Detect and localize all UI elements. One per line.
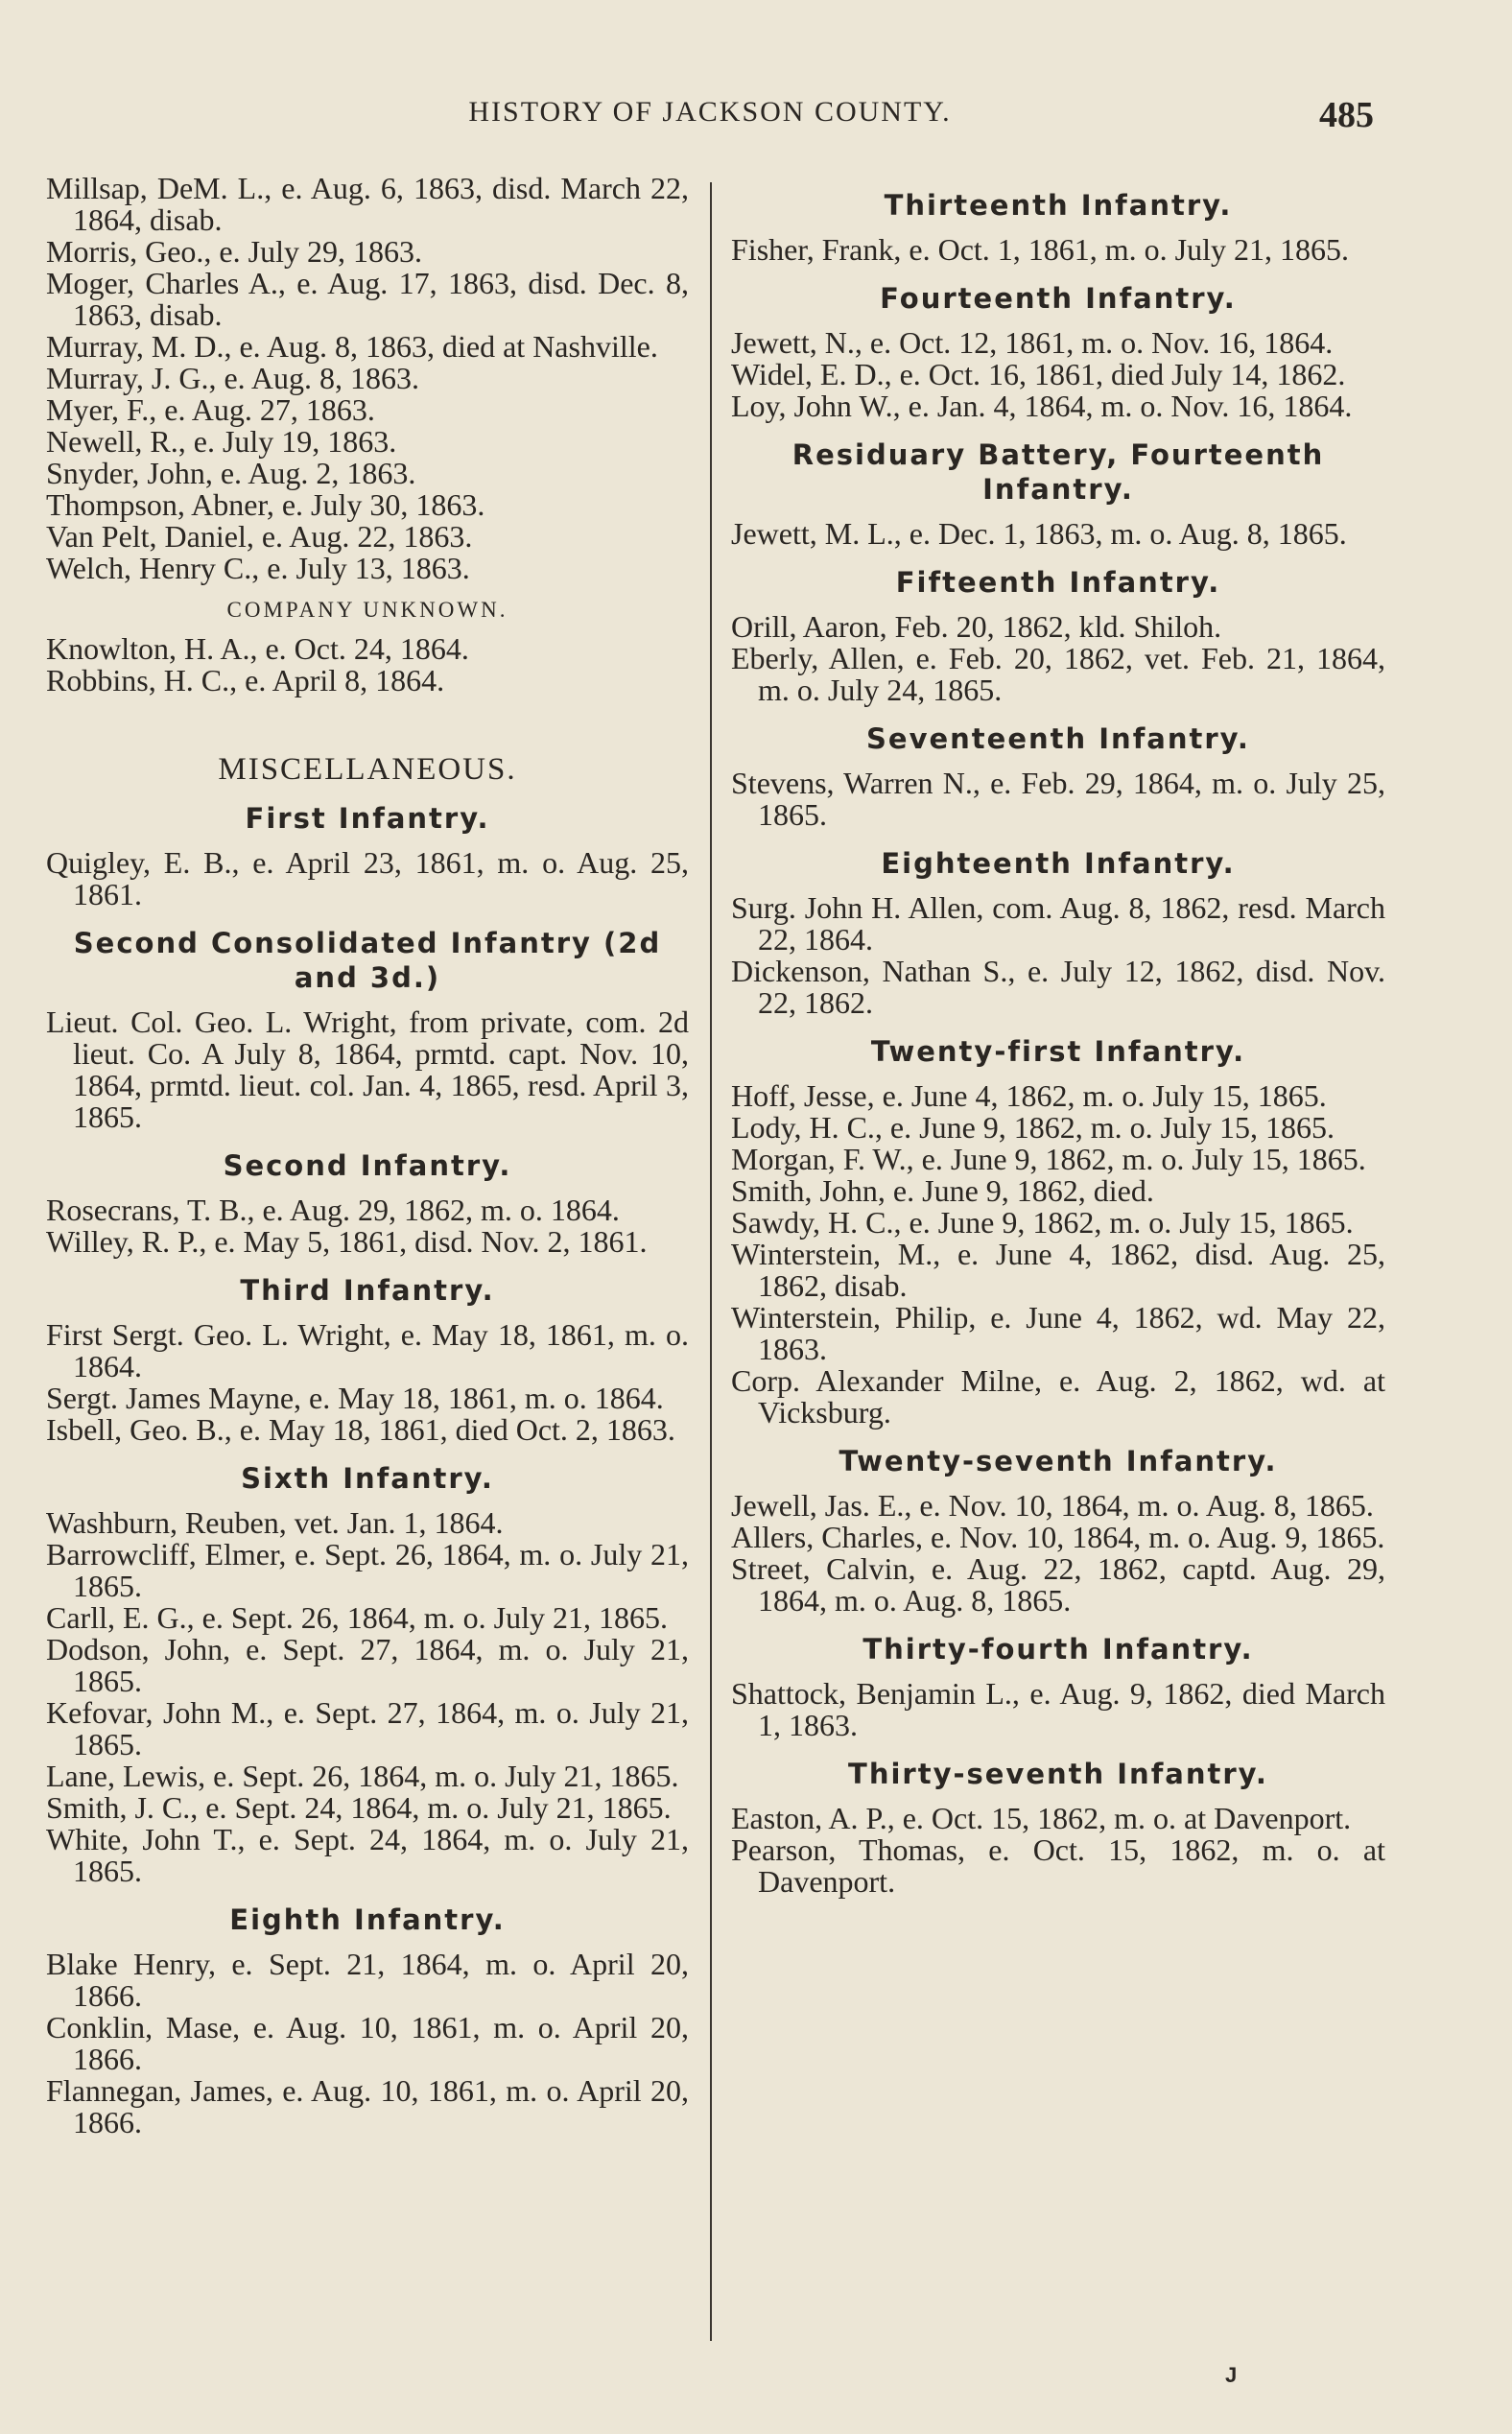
page-number: 485 bbox=[1319, 95, 1374, 135]
roster-entry: Murray, J. G., e. Aug. 8, 1863. bbox=[46, 361, 419, 395]
roster-entry: Orill, Aaron, Feb. 20, 1862, kld. Shiloh. bbox=[731, 609, 1222, 644]
signature-mark: J bbox=[1225, 2363, 1238, 2387]
roster-section bbox=[46, 754, 689, 786]
roster-entry: Robbins, H. C., e. April 8, 1864. bbox=[46, 663, 445, 697]
section-heading: Thirty-seventh Infantry. bbox=[848, 1758, 1268, 1790]
roster-entry: Jewett, N., e. Oct. 12, 1861, m. o. Nov. 16, 1864. bbox=[731, 325, 1334, 360]
section-heading: Third Infantry. bbox=[240, 1274, 495, 1307]
roster-entry: Allers, Charles, e. Nov. 10, 1864, m. o. Aug. 9, 1865. bbox=[731, 1520, 1385, 1554]
roster-entry: Van Pelt, Daniel, e. Aug. 22, 1863. bbox=[46, 519, 473, 554]
section-heading: Eighth Infantry. bbox=[229, 1903, 506, 1936]
section-heading: Second Consolidated Infantry (2d and 3d.) bbox=[73, 927, 662, 994]
roster-entry: Eberly, Allen, e. Feb. 20, 1862, vet. Feb. 21, 1864, m. o. July 24, 1865. bbox=[731, 641, 1385, 707]
roster-entry: Pearson, Thomas, e. Oct. 15, 1862, m. o. at Davenport. bbox=[731, 1832, 1385, 1899]
roster-entry: Lieut. Col. Geo. L. Wright, from private, com. 2d lieut. Co. A July 8, 1864, prmtd. capt. Nov. 10, 1864, prmtd. lieut. col. Jan. 4, 1865, resd. April 3, 1865. bbox=[46, 1004, 689, 1134]
right-column bbox=[731, 173, 1385, 1898]
roster-entry: Flannegan, James, e. Aug. 10, 1861, m. o. April 20, 1866. bbox=[46, 2073, 689, 2139]
roster-entry: Jewell, Jas. E., e. Nov. 10, 1864, m. o. Aug. 8, 1865. bbox=[731, 1488, 1374, 1523]
roster-entry: Kefovar, John M., e. Sept. 27, 1864, m. o. July 21, 1865. bbox=[46, 1695, 689, 1761]
roster-section bbox=[46, 1273, 689, 1446]
roster-entry: Moger, Charles A., e. Aug. 17, 1863, disd. Dec. 8, 1863, disab. bbox=[46, 266, 689, 332]
roster-entry: Loy, John W., e. Jan. 4, 1864, m. o. Nov. 16, 1864. bbox=[731, 389, 1353, 423]
roster-section bbox=[731, 437, 1385, 550]
roster-section bbox=[731, 188, 1385, 266]
section-heading: Eighteenth Infantry. bbox=[881, 847, 1236, 880]
roster-entry: Isbell, Geo. B., e. May 18, 1861, died Oct. 2, 1863. bbox=[46, 1412, 675, 1447]
roster-entry: Barrowcliff, Elmer, e. Sept. 26, 1864, m. o. July 21, 1865. bbox=[46, 1537, 689, 1603]
roster-entry: Corp. Alexander Milne, e. Aug. 2, 1862, wd. at Vicksburg. bbox=[731, 1363, 1385, 1430]
roster-section bbox=[731, 846, 1385, 1019]
roster-entry: Winterstein, M., e. June 4, 1862, disd. Aug. 25, 1862, disab. bbox=[731, 1237, 1385, 1303]
roster-entry: Sergt. James Mayne, e. May 18, 1861, m. o. 1864. bbox=[46, 1381, 664, 1415]
roster-entry: Newell, R., e. July 19, 1863. bbox=[46, 424, 397, 459]
roster-entry: First Sergt. Geo. L. Wright, e. May 18, 1861, m. o. 1864. bbox=[46, 1317, 689, 1383]
roster-section bbox=[46, 926, 689, 1133]
roster-entry: Snyder, John, e. Aug. 2, 1863. bbox=[46, 456, 416, 490]
roster-entry: Lane, Lewis, e. Sept. 26, 1864, m. o. July 21, 1865. bbox=[46, 1759, 679, 1793]
roster-entry: Surg. John H. Allen, com. Aug. 8, 1862, resd. March 22, 1864. bbox=[731, 890, 1385, 957]
roster-entry: Carll, E. G., e. Sept. 26, 1864, m. o. July 21, 1865. bbox=[46, 1600, 668, 1635]
roster-section bbox=[731, 281, 1385, 422]
section-heading: Fourteenth Infantry. bbox=[880, 282, 1237, 315]
section-heading: Seventeenth Infantry. bbox=[866, 722, 1250, 755]
roster-entry: White, John T., e. Sept. 24, 1864, m. o. July 21, 1865. bbox=[46, 1822, 689, 1888]
roster-section bbox=[46, 1902, 689, 2139]
section-heading: Twenty-first Infantry. bbox=[870, 1035, 1246, 1068]
roster-entry: Widel, E. D., e. Oct. 16, 1861, died July 14, 1862. bbox=[731, 357, 1346, 391]
roster-section bbox=[46, 801, 689, 910]
roster-section bbox=[46, 594, 689, 697]
column-divider bbox=[710, 182, 712, 2341]
roster-entry: Jewett, M. L., e. Dec. 1, 1863, m. o. Aug. 8, 1865. bbox=[731, 516, 1347, 551]
section-heading: Twenty-seventh Infantry. bbox=[839, 1445, 1278, 1477]
roster-section bbox=[731, 1034, 1385, 1429]
section-heading: MISCELLANEOUS. bbox=[218, 752, 517, 787]
roster-entry: Welch, Henry C., e. July 13, 1863. bbox=[46, 551, 470, 585]
roster-entry: Washburn, Reuben, vet. Jan. 1, 1864. bbox=[46, 1505, 504, 1540]
roster-entry: Winterstein, Philip, e. June 4, 1862, wd. May 22, 1863. bbox=[731, 1300, 1385, 1366]
roster-entry: Dickenson, Nathan S., e. July 12, 1862, disd. Nov. 22, 1862. bbox=[731, 954, 1385, 1020]
roster-section bbox=[731, 1632, 1385, 1741]
roster-entry: Blake Henry, e. Sept. 21, 1864, m. o. April 20, 1866. bbox=[46, 1947, 689, 2013]
roster-entry: Millsap, DeM. L., e. Aug. 6, 1863, disd. March 22, 1864, disab. bbox=[46, 171, 689, 237]
roster-entry: Stevens, Warren N., e. Feb. 29, 1864, m. o. July 25, 1865. bbox=[731, 766, 1385, 832]
roster-section bbox=[46, 1461, 689, 1887]
roster-entry: Conklin, Mase, e. Aug. 10, 1861, m. o. April 20, 1866. bbox=[46, 2010, 689, 2076]
roster-entry: Myer, F., e. Aug. 27, 1863. bbox=[46, 392, 375, 427]
roster-entry: Sawdy, H. C., e. June 9, 1862, m. o. July 15, 1865. bbox=[731, 1205, 1354, 1240]
section-heading: Sixth Infantry. bbox=[241, 1462, 494, 1495]
section-heading: Fifteenth Infantry. bbox=[895, 566, 1221, 599]
roster-section bbox=[731, 721, 1385, 831]
section-heading: Thirty-fourth Infantry. bbox=[862, 1633, 1254, 1666]
running-header: HISTORY OF JACKSON COUNTY. bbox=[468, 96, 952, 128]
roster-entry: Shattock, Benjamin L., e. Aug. 9, 1862, died March 1, 1863. bbox=[731, 1676, 1385, 1742]
section-heading: Second Infantry. bbox=[223, 1149, 512, 1182]
roster-section bbox=[731, 1757, 1385, 1898]
roster-entry: Hoff, Jesse, e. June 4, 1862, m. o. July 15, 1865. bbox=[731, 1078, 1327, 1113]
roster-entry: Knowlton, H. A., e. Oct. 24, 1864. bbox=[46, 631, 469, 666]
roster-entry: Murray, M. D., e. Aug. 8, 1863, died at Nashville. bbox=[46, 329, 658, 364]
roster-section bbox=[731, 565, 1385, 706]
section-heading: COMPANY UNKNOWN. bbox=[226, 598, 508, 622]
section-heading: First Infantry. bbox=[245, 802, 490, 835]
roster-section bbox=[731, 1444, 1385, 1617]
roster-entry: Smith, John, e. June 9, 1862, died. bbox=[731, 1173, 1154, 1208]
roster-entry: Dodson, John, e. Sept. 27, 1864, m. o. July 21, 1865. bbox=[46, 1632, 689, 1698]
roster-entry: Morris, Geo., e. July 29, 1863. bbox=[46, 234, 422, 269]
roster-entry: Thompson, Abner, e. July 30, 1863. bbox=[46, 487, 485, 522]
roster-entry: Lody, H. C., e. June 9, 1862, m. o. July 15, 1865. bbox=[731, 1110, 1335, 1145]
roster-entry: Easton, A. P., e. Oct. 15, 1862, m. o. at Davenport. bbox=[731, 1801, 1352, 1835]
roster-entry: Morgan, F. W., e. June 9, 1862, m. o. July 15, 1865. bbox=[731, 1142, 1366, 1176]
roster-entry: Rosecrans, T. B., e. Aug. 29, 1862, m. o. 1864. bbox=[46, 1193, 620, 1227]
roster-entry: Street, Calvin, e. Aug. 22, 1862, captd. Aug. 29, 1864, m. o. Aug. 8, 1865. bbox=[731, 1551, 1385, 1618]
roster-section bbox=[46, 173, 689, 584]
section-heading: Residuary Battery, Fourteenth Infantry. bbox=[791, 438, 1325, 506]
roster-section bbox=[46, 1148, 689, 1258]
roster-entry: Fisher, Frank, e. Oct. 1, 1861, m. o. July 21, 1865. bbox=[731, 232, 1350, 267]
left-column bbox=[46, 173, 689, 2139]
roster-entry: Smith, J. C., e. Sept. 24, 1864, m. o. July 21, 1865. bbox=[46, 1790, 672, 1825]
section-heading: Thirteenth Infantry. bbox=[884, 189, 1233, 222]
roster-entry: Willey, R. P., e. May 5, 1861, disd. Nov. 2, 1861. bbox=[46, 1224, 648, 1259]
roster-entry: Quigley, E. B., e. April 23, 1861, m. o. Aug. 25, 1861. bbox=[46, 845, 689, 911]
